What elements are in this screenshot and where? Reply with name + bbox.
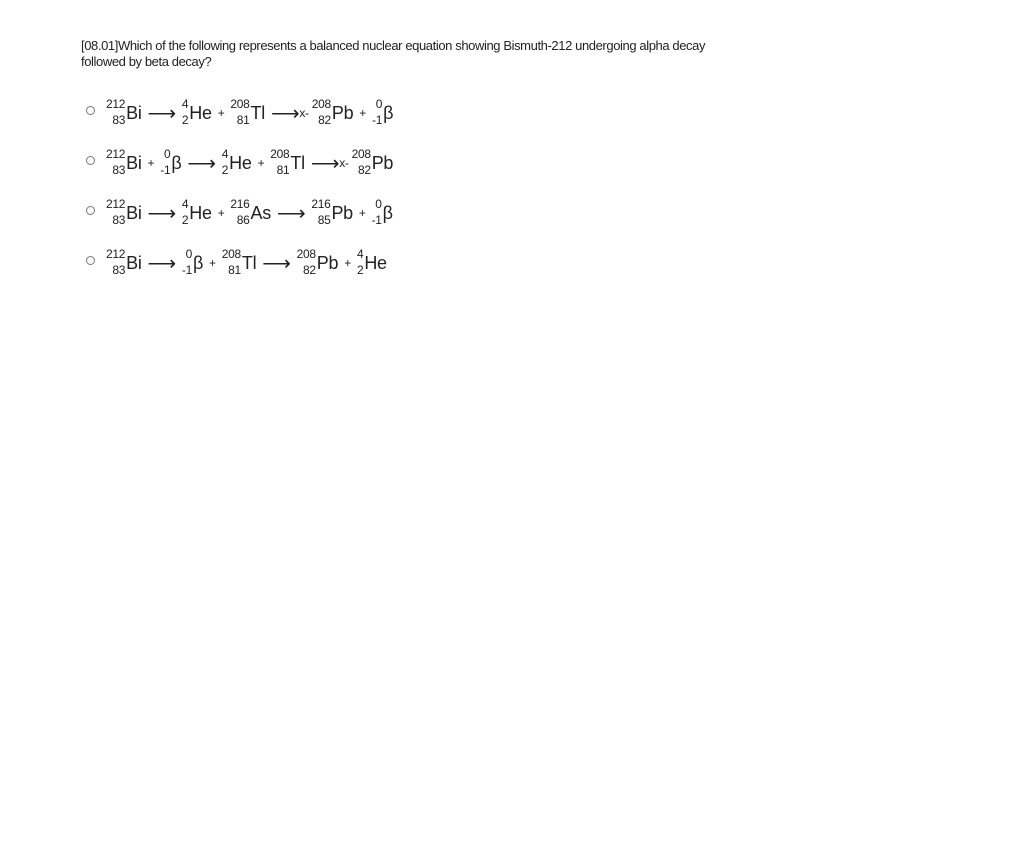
element-symbol: He [364,252,387,273]
plus-sign: + [359,106,366,120]
nuclide-numbers [230,97,250,127]
nuclide-numbers [106,247,126,277]
nuclide [106,247,142,277]
mass-number: 216 [311,197,331,211]
nuclide-numbers [181,197,189,227]
question-text: [08.01]Which of the following represents a balanced nuclear equation showing Bismuth-212 undergoing alpha decay followed by beta decay? [81,38,706,69]
nuclear-equation [106,247,387,277]
answer-option[interactable] [86,88,393,138]
mass-number: 208 [351,147,371,161]
element-symbol: β [383,102,394,123]
plus-sign: + [147,156,155,170]
nuclide-numbers [311,97,331,127]
nuclear-equation [106,97,394,127]
reaction-arrow: ⟶ [147,252,176,275]
atomic-number: 85 [317,213,331,227]
nuclide [230,197,271,227]
element-symbol: Bi [126,152,142,173]
mass-number: 4 [181,97,189,111]
nuclide-numbers [356,247,364,277]
atomic-number: 2 [356,263,364,277]
plus-sign: + [209,256,216,270]
nuclide-numbers [270,147,290,177]
mass-number: 212 [106,97,126,111]
atomic-number: 83 [112,113,126,127]
mass-number: 0 [375,97,383,111]
atomic-number: 82 [357,163,371,177]
plus-sign: + [358,206,366,220]
radio-button[interactable] [86,156,95,165]
reaction-arrow: ⟶ [270,102,300,125]
nuclide [181,247,204,277]
atomic-number: 83 [112,213,126,227]
element-symbol: β [382,202,393,223]
element-symbol: He [189,202,212,223]
nuclide-numbers [296,247,316,277]
reaction-arrow: ⟶ [187,152,216,175]
answer-option[interactable] [86,238,393,288]
nuclide-numbers [221,147,229,177]
mass-number: 4 [221,147,229,161]
nuclide [160,147,182,177]
atomic-number: 82 [303,263,316,277]
nuclide [181,197,212,227]
nuclear-equation [106,197,393,227]
mass-number: 212 [106,247,126,261]
nuclide-numbers [372,97,383,127]
plus-sign: + [217,106,225,120]
reaction-arrow: ⟶ [310,152,340,175]
atomic-number: 81 [228,263,241,277]
element-symbol: He [229,152,252,173]
element-symbol: β [192,252,204,273]
reaction-arrow: ⟶ [147,102,176,125]
nuclide-numbers [160,147,171,177]
atomic-number: 83 [112,163,126,177]
atomic-number: 81 [236,113,250,127]
mass-number: 0 [163,147,171,161]
plus-sign: + [257,156,265,170]
mass-number: 208 [296,247,316,261]
mass-number: 212 [106,147,126,161]
mass-number: 216 [230,197,250,211]
plus-sign: + [344,256,351,270]
nuclide-numbers [106,147,126,177]
nuclide-numbers [311,197,331,227]
nuclide [221,147,252,177]
nuclide [351,147,394,177]
reaction-arrow: ⟶ [147,202,176,225]
nuclide-numbers [371,197,382,227]
element-symbol: Bi [126,102,142,123]
element-symbol: Tl [290,152,305,173]
nuclide-numbers [230,197,250,227]
radio-button[interactable] [86,206,95,215]
element-symbol: Tl [250,102,265,123]
nuclide [106,147,142,177]
reaction-arrow: ⟶ [276,202,306,225]
mass-number: 0 [375,197,382,211]
atomic-number: 83 [112,263,126,277]
nuclide-numbers [221,247,241,277]
answer-option[interactable] [86,138,393,188]
nuclide [311,97,354,127]
radio-button[interactable] [86,256,95,265]
mass-number: 212 [106,197,126,211]
nuclide-numbers [106,197,126,227]
nuclide [221,247,257,277]
mass-number: 4 [181,197,189,211]
mass-number: 4 [356,247,364,261]
nuclide [270,147,305,177]
nuclide [372,97,394,127]
nuclide [106,197,142,227]
element-symbol: Pb [331,102,354,123]
atomic-number: 2 [181,113,189,127]
atomic-number: -1 [160,163,171,177]
atomic-number: 2 [181,213,189,227]
atomic-number: 81 [276,163,290,177]
mass-number: 208 [311,97,331,111]
atomic-number: 2 [221,163,229,177]
element-symbol: β [171,152,182,173]
mass-number: 208 [230,97,250,111]
mass-number: 208 [270,147,290,161]
plus-sign: + [217,206,225,220]
atomic-number: 82 [318,113,331,127]
answer-option[interactable] [86,188,393,238]
atomic-number: -1 [181,263,192,277]
x-label: x- [299,106,309,120]
element-symbol: Bi [126,252,142,273]
nuclide [106,97,142,127]
answer-options [86,88,393,288]
mass-number: 0 [185,247,192,261]
atomic-number: -1 [371,213,382,227]
radio-button[interactable] [86,106,95,115]
nuclide-numbers [181,247,192,277]
nuclide [230,97,265,127]
x-label: x- [339,156,349,170]
nuclide [296,247,339,277]
element-symbol: Pb [316,252,339,273]
atomic-number: -1 [372,113,383,127]
reaction-arrow: ⟶ [262,252,291,275]
element-symbol: Tl [241,252,257,273]
nuclide-numbers [106,97,126,127]
mass-number: 208 [221,247,241,261]
nuclide-numbers [181,97,189,127]
element-symbol: He [189,102,212,123]
element-symbol: Pb [331,202,353,223]
nuclide [356,247,387,277]
atomic-number: 86 [236,213,250,227]
element-symbol: Pb [371,152,394,173]
nuclide [311,197,353,227]
nuclide [181,97,212,127]
element-symbol: As [250,202,271,223]
nuclear-equation [106,147,394,177]
element-symbol: Bi [126,202,142,223]
nuclide [371,197,393,227]
nuclide-numbers [351,147,371,177]
